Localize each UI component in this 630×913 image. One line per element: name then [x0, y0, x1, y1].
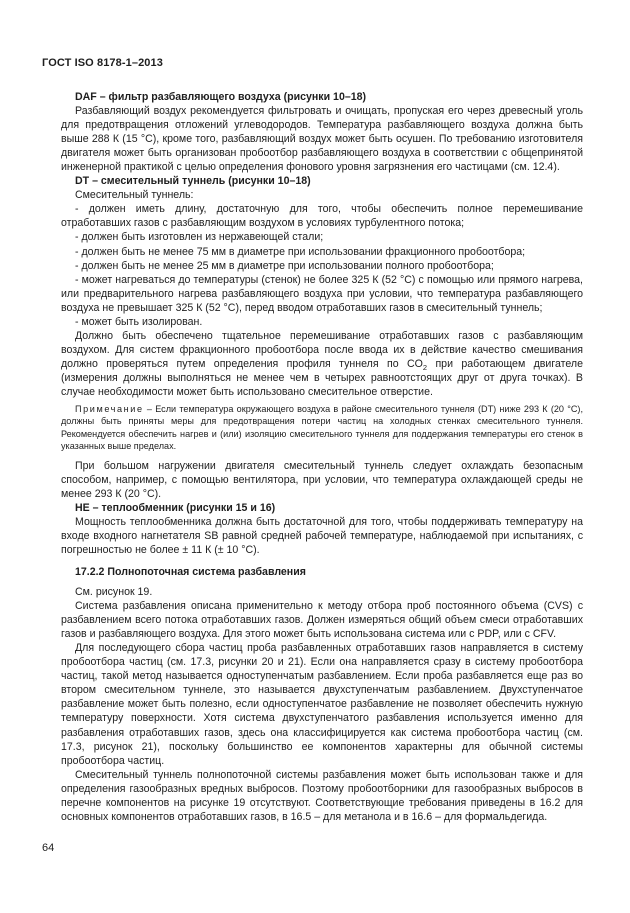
dt-mixing-paragraph: [61, 329, 583, 399]
dt-list-item: - должен быть не менее 75 мм в диаметре при использовании фракционного пробоотбора;: [75, 245, 526, 258]
daf-paragraph: Разбавляющий воздух рекомендуется фильтровать и очищать, пропуская его через древесный уголь для предотвращения отложений углеводородов. Температура разбавляющего воздуха должна быть выше 288 К (15 °С), кроме того, разбавляющий воздух может быть осушен. По требованию изготовителя двигателя может быть организован пробоотбор разбавляющего воздуха в соответствии с общепринятой инженерной практикой с целью определения фонового уровня загрязнения его частицами (см. 12.4).: [61, 105, 583, 174]
section-heading: 17.2.2 Полнопоточная система разбавления: [75, 565, 306, 578]
document-header: ГОСТ ISO 8178-1–2013: [42, 57, 163, 69]
dt-intro: Смесительный туннель:: [75, 189, 194, 202]
daf-title: DAF – фильтр разбавляющего воздуха (рисунки 10–18): [75, 91, 367, 103]
section-paragraph-1: Система разбавления описана применительно к методу отбора проб постоянного объема (CVS) с разбавлением всего потока отработавших газов. Должен измеряться общий объем смеси отработавших газов и разбавляющего воздуха. Для этого может быть использована система или с PDP, или с CFV.: [61, 600, 583, 641]
dt-list-item: - может нагреваться до температуры (стенок) не более 325 К (52 °С) с помощью или прямого нагрева, или предварительного нагрева разбавляющего воздуха при условии, что температура разбавляющего воздуха не превышает 325 К (52 °С), перед вводом отработавших газов в смесительный туннель;: [61, 273, 583, 314]
page-body: [61, 90, 583, 824]
note-label: Примечание: [75, 404, 144, 415]
dt-mixing-text-b: при работающем двигателе (измерения должны выполняться не менее чем в четырех равноотстоящих друг от друга точках). В случае необходимости может быть использовано смесительное отверстие.: [61, 357, 583, 398]
dt-list-item: - может быть изолирован.: [75, 315, 203, 328]
dt-list-item: - должен быть изготовлен из нержавеющей стали;: [75, 231, 324, 244]
dt-note: [61, 403, 583, 453]
page-number: 64: [42, 842, 55, 854]
dt-list-item: - должен иметь длину, достаточную для того, чтобы обеспечить полное перемешивание отработавших газов с разбавляющим воздухом в условиях турбулентного потока;: [61, 203, 583, 230]
he-title: HE – теплообменник (рисунки 15 и 16): [75, 501, 276, 514]
note-text: – Если температура окружающего воздуха в районе смесительного туннеля (DT) ниже 293 К (20 °С), должны быть приняты меры для предотвращения потери частиц на холодных стенках смесительного туннеля. Рекомендуется обеспечить нагрев и (или) изоляцию смесительного туннеля для поддержания температуры его стенок в указанных выше пределах.: [61, 404, 583, 452]
dt-title: DT – смесительный туннель (рисунки 10–18): [75, 175, 311, 188]
dt-load-paragraph: При большом нагружении двигателя смесительный туннель следует охлаждать безопасным способом, например, с помощью вентилятора, при условии, что температура охлаждающей среды не менее 293 К (20 °С).: [61, 459, 583, 500]
section-see-figure: См. рисунок 19.: [75, 586, 153, 599]
dt-mixing-text-a: Должно быть обеспечено тщательное перемешивание отработавших газов с разбавляющим воздухом. Для систем фракционного пробоотбора после ввода их в действие качество смешивания должно проверяться путем определения профиля туннеля по CO: [61, 329, 583, 370]
section-paragraph-3: Смесительный туннель полнопоточной системы разбавления может быть использован также и для определения газообразных вредных выбросов. Поэтому пробоотборники для газообразных выбросов в перечне компонентов на рисунке 19 отсутствуют. Соответствующие требования приведены в 16.2 для основных компонентов отработавших газов, в 16.5 – для метанола и в 16.6 – для формальдегида.: [61, 768, 583, 823]
co2-subscript: 2: [422, 363, 428, 372]
section-paragraph-2: Для последующего сбора частиц проба разбавленных отработавших газов направляется в систему пробоотбора частиц (см. 17.3, рисунки 20 и 21). Если она направляется сразу в систему пробоотбора частиц, такой метод называется одноступенчатым разбавлением. Если проба разбавляется еще раз во втором смесительном туннеле, это называется двухступенчатым разбавлением. Двухступенчатое разбавление может быть полезно, если одноступенчатое разбавление не позволяет обеспечить нужную температуру поверхности. Хотя система двухступенчатого разбавления используется именно для разбавления отработавших газов, здесь она классифицируется как система пробоотбора частиц (см. 17.3, рисунок 21), поскольку большинство ее компонентов характерны для обычной системы пробоотбора частиц.: [61, 642, 583, 767]
he-paragraph: Мощность теплообменника должна быть достаточной для того, чтобы поддерживать температуру на входе входного нагнетателя SB равной средней рабочей температуре, наблюдаемой при испытаниях, с погрешностью не более ± 11 К (± 10 °С).: [61, 515, 583, 556]
dt-list-item: - должен быть не менее 25 мм в диаметре при использовании полного пробоотбора;: [75, 259, 494, 272]
